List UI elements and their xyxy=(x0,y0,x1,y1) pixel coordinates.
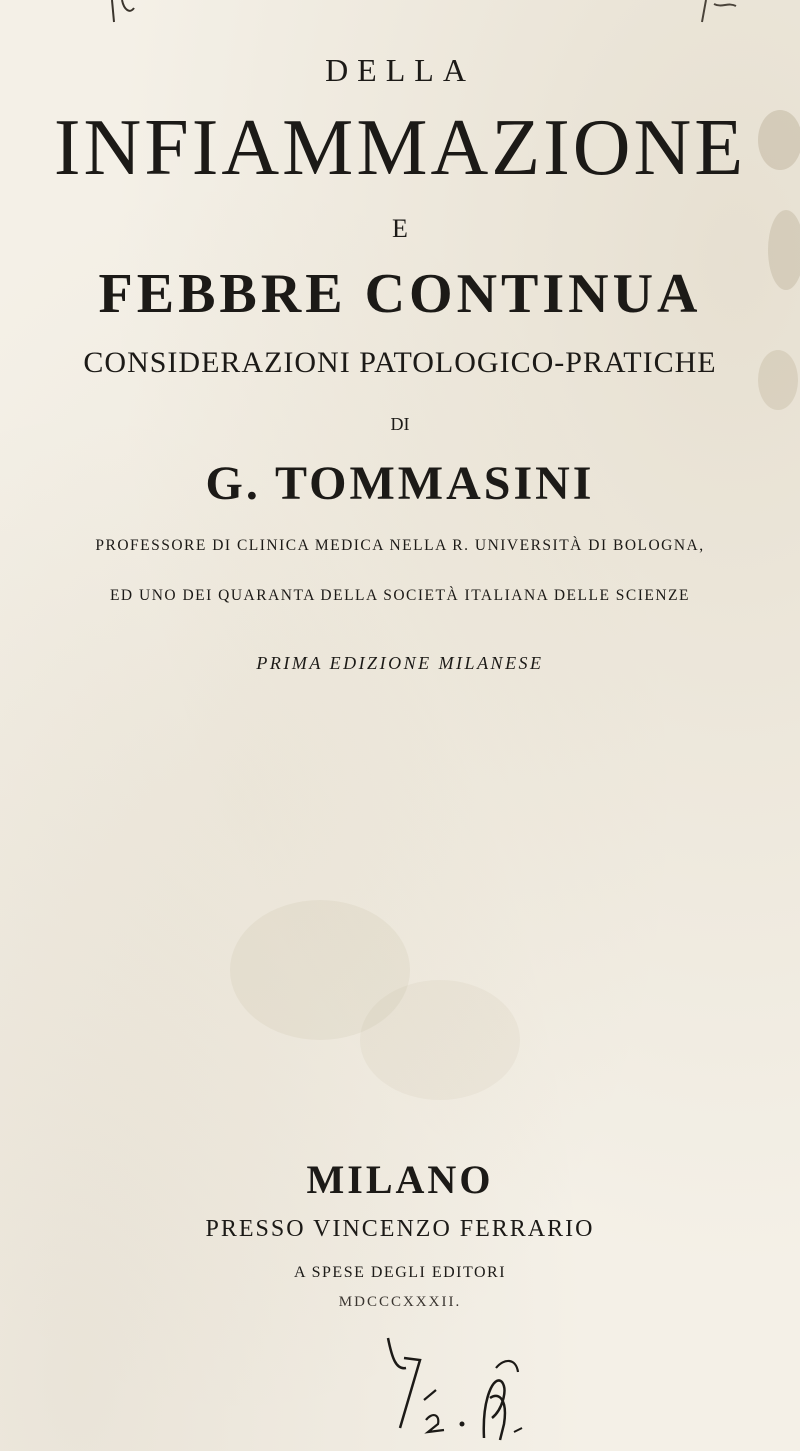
center-foxing xyxy=(200,860,560,1160)
imprint-city: MILANO xyxy=(306,1157,494,1202)
pre-title: DELLA xyxy=(325,52,475,88)
edition-note: PRIMA EDIZIONE MILANESE xyxy=(256,653,544,673)
imprint-publisher: PRESSO VINCENZO FERRARIO xyxy=(205,1216,595,1242)
subtitle: FEBBRE CONTINUA xyxy=(98,263,702,325)
author-membership: ED UNO DEI QUARANTA DELLA SOCIETÀ ITALIANA DELLE SCIENZE xyxy=(109,587,691,604)
by-line: DI xyxy=(390,414,410,434)
imprint-expense-note: A SPESE DEGLI EDITORI xyxy=(293,1264,507,1281)
conjunction: E xyxy=(392,214,408,243)
imprint-date: MDCCCXXXII. xyxy=(338,1294,462,1310)
description: CONSIDERAZIONI PATOLOGICO-PRATICHE xyxy=(83,346,717,379)
author-position: PROFESSORE DI CLINICA MEDICA NELLA R. UNIVERSITÀ DI BOLOGNA, xyxy=(95,537,705,554)
top-right-ink-mark xyxy=(700,0,740,30)
top-left-ink-mark xyxy=(108,0,138,30)
author-name: G. TOMMASINI xyxy=(205,457,595,510)
main-title: INFIAMMAZIONE xyxy=(53,104,747,192)
handwritten-shelfmark xyxy=(380,1328,530,1448)
